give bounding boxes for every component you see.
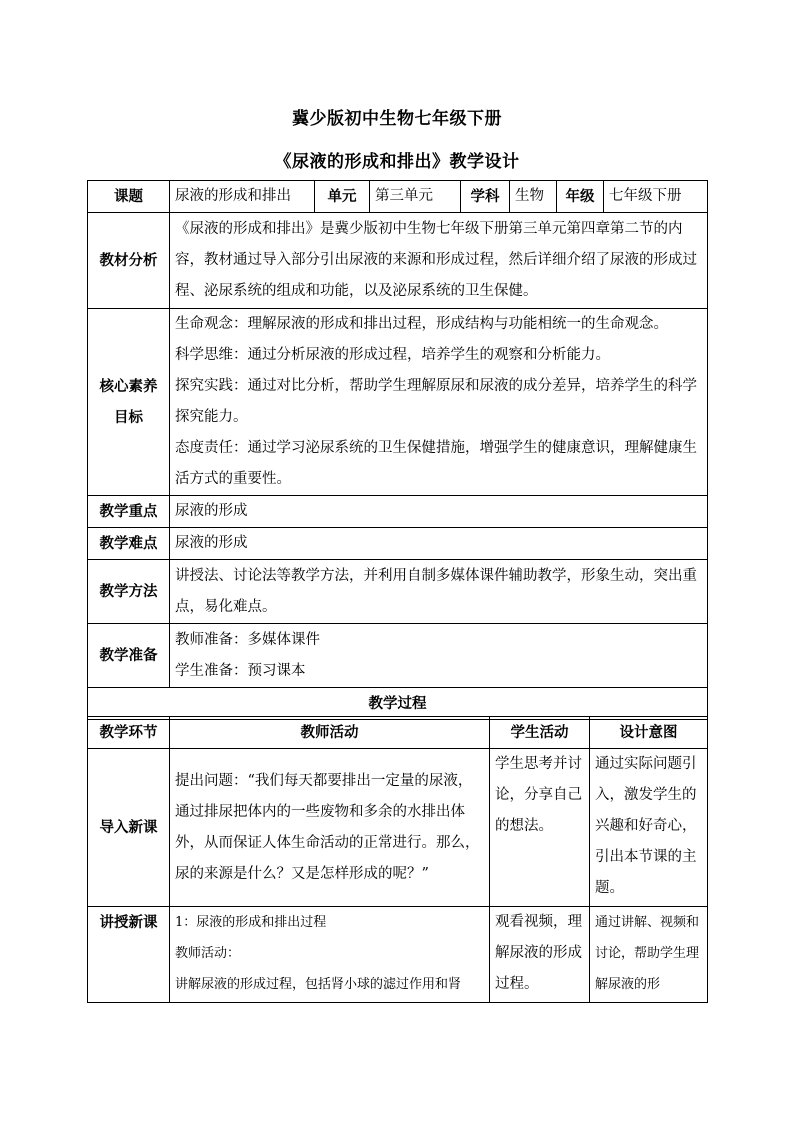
preparation-label: 教学准备 [88, 624, 170, 688]
teacher-activity-line-3: 讲解尿液的形成过程，包括肾小球的滤过作用和肾 [175, 977, 462, 992]
literacy-label [88, 309, 170, 496]
stage-new-lesson: 讲授新课 [88, 907, 170, 1003]
literacy-goals [170, 309, 708, 496]
process-table [87, 716, 708, 1003]
process-header: 教学过程 [88, 688, 708, 720]
grade-label: 年级 [557, 181, 604, 213]
subject-label: 学科 [461, 181, 510, 213]
design-intent-intro: 通过实际问题引入，激发学生的兴趣和好奇心，引出本节课的主题。 [590, 749, 708, 907]
literacy-item-practice: 探究实践：通过对比分析，帮助学生理解原尿和尿液的成分差异，培养学生的科学探究能力。 [175, 378, 697, 425]
literacy-item-thinking: 科学思维：通过分析尿液的形成过程，培养学生的观察和分析能力。 [175, 347, 610, 363]
lesson-info-table [87, 180, 708, 720]
student-activity-intro: 学生思考并讨论，分享自己的想法。 [490, 749, 590, 907]
col-intent-header: 设计意图 [590, 717, 708, 749]
stage-intro: 导入新课 [88, 749, 170, 907]
preparation-text [170, 624, 708, 688]
unit-label: 单元 [315, 181, 370, 213]
key-point-text: 尿液的形成 [170, 496, 708, 528]
teacher-activity-line-2: 教师活动： [175, 946, 241, 961]
design-intent-new: 通过讲解、视频和讨论，帮助学生理解尿液的形 [590, 907, 708, 1003]
topic-value: 尿液的形成和排出 [170, 181, 315, 213]
difficulty-text: 尿液的形成 [170, 528, 708, 560]
literacy-label-line-1: 核心素养 [99, 378, 158, 395]
col-teacher-header: 教师活动 [170, 717, 490, 749]
analysis-label: 教材分析 [88, 213, 170, 309]
col-stage-header: 教学环节 [88, 717, 170, 749]
col-student-header: 学生活动 [490, 717, 590, 749]
grade-value: 七年级下册 [604, 181, 708, 213]
topic-label: 课题 [88, 181, 170, 213]
key-point-label: 教学重点 [88, 496, 170, 528]
method-text: 讲授法、讨论法等教学方法，并利用自制多媒体课件辅助教学，形象生动，突出重点，易化难点。 [170, 560, 708, 624]
literacy-label-line-2: 目标 [114, 409, 143, 426]
teacher-activity-intro: 提出问题：“我们每天都要排出一定量的尿液，通过排尿把体内的一些废物和多余的水排出体外，从而保证人体生命活动的正常进行。那么，尿的来源是什么？又是怎样形成的呢？” [170, 749, 490, 907]
preparation-student: 学生准备：预习课本 [175, 662, 306, 679]
method-label: 教学方法 [88, 560, 170, 624]
literacy-item-life: 生命观念：理解尿液的形成和排出过程，形成结构与功能相统一的生命观念。 [175, 316, 668, 332]
subject-value: 生物 [510, 181, 557, 213]
literacy-item-attitude: 态度责任：通过学习泌尿系统的卫生保健措施，增强学生的健康意识，理解健康生活方式的重要性。 [175, 440, 697, 487]
preparation-teacher: 教师准备：多媒体课件 [175, 631, 320, 648]
document-subtitle: 《尿液的形成和排出》教学设计 [274, 152, 520, 172]
teacher-activity-line-1: 1：尿液的形成和排出过程 [175, 915, 327, 930]
difficulty-label: 教学难点 [88, 528, 170, 560]
unit-value: 第三单元 [370, 181, 461, 213]
analysis-text: 《尿液的形成和排出》是冀少版初中生物七年级下册第三单元第四章第二节的内容，教材通过导入部分引出尿液的来源和形成过程，然后详细介绍了尿液的形成过程、泌尿系统的组成和功能，以及泌尿系统的卫生保健。 [170, 213, 708, 309]
student-activity-new: 观看视频，理解尿液的形成过程。 [490, 907, 590, 1003]
document-title: 冀少版初中生物七年级下册 [292, 109, 502, 129]
teacher-activity-new [170, 907, 490, 1003]
